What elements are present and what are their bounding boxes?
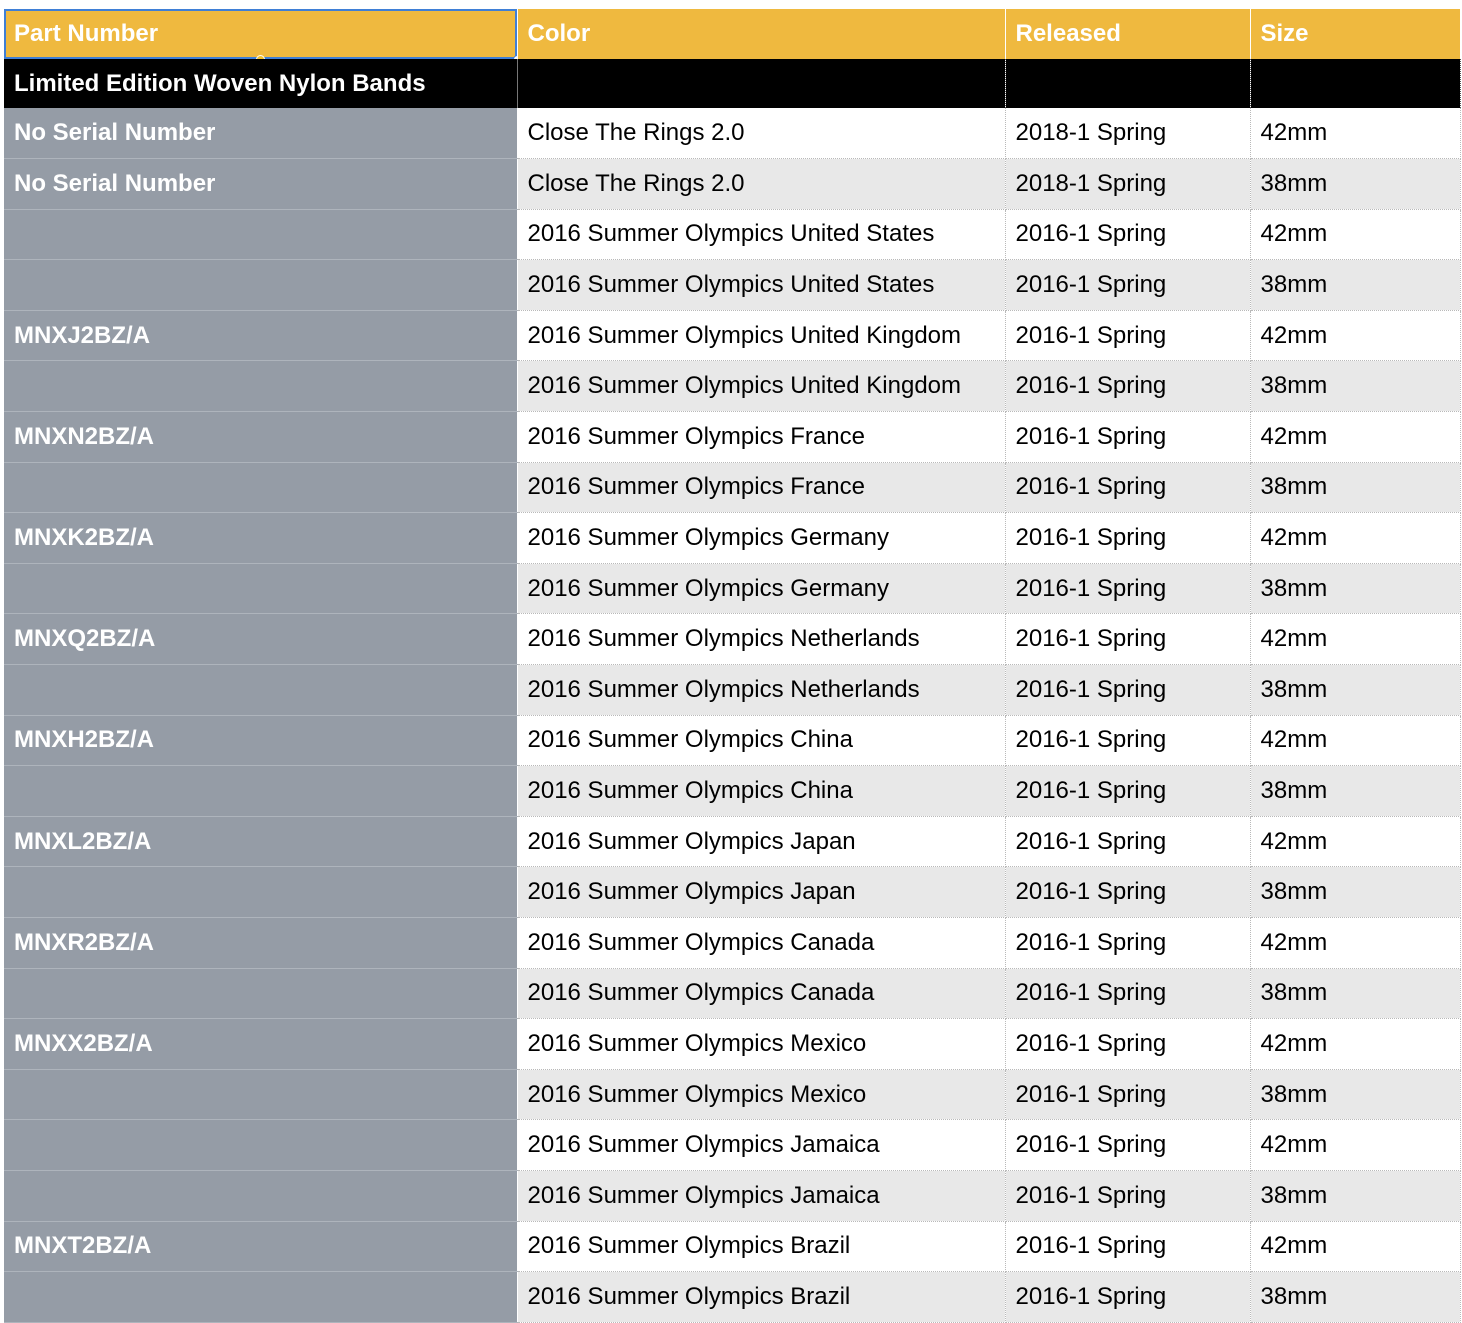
- part-number-cell[interactable]: [4, 563, 517, 614]
- color-cell[interactable]: 2016 Summer Olympics Netherlands: [517, 665, 1005, 716]
- table-row: [4, 1221, 1460, 1272]
- released-cell[interactable]: 2016-1 Spring: [1005, 1019, 1250, 1070]
- table-row: [4, 968, 1460, 1019]
- size-cell[interactable]: 38mm: [1250, 968, 1460, 1019]
- part-number-cell[interactable]: No Serial Number: [4, 159, 517, 210]
- released-cell[interactable]: 2016-1 Spring: [1005, 715, 1250, 766]
- size-cell[interactable]: 42mm: [1250, 412, 1460, 463]
- released-cell[interactable]: 2016-1 Spring: [1005, 412, 1250, 463]
- released-cell[interactable]: 2016-1 Spring: [1005, 1272, 1250, 1323]
- table-row: [4, 563, 1460, 614]
- table-row: [4, 918, 1460, 969]
- table-row: [4, 260, 1460, 311]
- color-cell[interactable]: 2016 Summer Olympics Brazil: [517, 1221, 1005, 1272]
- size-cell[interactable]: 42mm: [1250, 1221, 1460, 1272]
- released-cell[interactable]: 2016-1 Spring: [1005, 665, 1250, 716]
- size-cell[interactable]: 38mm: [1250, 1272, 1460, 1323]
- released-cell[interactable]: 2016-1 Spring: [1005, 260, 1250, 311]
- size-cell[interactable]: 42mm: [1250, 715, 1460, 766]
- part-number-cell[interactable]: MNXT2BZ/A: [4, 1221, 517, 1272]
- table-row: [4, 361, 1460, 412]
- header-row-group: [4, 9, 1460, 59]
- color-cell[interactable]: 2016 Summer Olympics Jamaica: [517, 1170, 1005, 1221]
- size-cell[interactable]: 42mm: [1250, 513, 1460, 564]
- color-cell[interactable]: 2016 Summer Olympics China: [517, 715, 1005, 766]
- color-cell[interactable]: 2016 Summer Olympics Germany: [517, 513, 1005, 564]
- part-number-cell[interactable]: MNXJ2BZ/A: [4, 310, 517, 361]
- cell-resize-handle[interactable]: [256, 55, 265, 59]
- table-row: [4, 816, 1460, 867]
- part-number-cell[interactable]: [4, 260, 517, 311]
- header-label-released: Released: [1015, 20, 1121, 47]
- part-number-cell[interactable]: [4, 1272, 517, 1323]
- size-cell[interactable]: 38mm: [1250, 1069, 1460, 1120]
- size-cell[interactable]: 42mm: [1250, 310, 1460, 361]
- size-cell[interactable]: 38mm: [1250, 159, 1460, 210]
- released-cell[interactable]: 2016-1 Spring: [1005, 867, 1250, 918]
- released-cell[interactable]: 2016-1 Spring: [1005, 361, 1250, 412]
- part-number-cell[interactable]: [4, 665, 517, 716]
- released-cell[interactable]: 2016-1 Spring: [1005, 1069, 1250, 1120]
- released-cell[interactable]: 2016-1 Spring: [1005, 1170, 1250, 1221]
- part-number-cell[interactable]: MNXH2BZ/A: [4, 715, 517, 766]
- color-cell[interactable]: 2016 Summer Olympics France: [517, 462, 1005, 513]
- part-number-cell[interactable]: MNXR2BZ/A: [4, 918, 517, 969]
- color-cell[interactable]: 2016 Summer Olympics United Kingdom: [517, 310, 1005, 361]
- part-number-cell[interactable]: MNXX2BZ/A: [4, 1019, 517, 1070]
- size-cell[interactable]: 38mm: [1250, 361, 1460, 412]
- released-cell[interactable]: 2016-1 Spring: [1005, 614, 1250, 665]
- group-row: [4, 59, 1460, 108]
- color-cell[interactable]: 2016 Summer Olympics Japan: [517, 816, 1005, 867]
- color-cell[interactable]: 2016 Summer Olympics France: [517, 412, 1005, 463]
- table-row: [4, 1170, 1460, 1221]
- table-row: [4, 513, 1460, 564]
- size-cell[interactable]: 38mm: [1250, 563, 1460, 614]
- released-cell[interactable]: 2016-1 Spring: [1005, 513, 1250, 564]
- color-cell[interactable]: Close The Rings 2.0: [517, 159, 1005, 210]
- part-number-cell[interactable]: MNXK2BZ/A: [4, 513, 517, 564]
- table-row: [4, 462, 1460, 513]
- color-cell[interactable]: 2016 Summer Olympics Canada: [517, 918, 1005, 969]
- header-label-size: Size: [1260, 20, 1309, 47]
- table-row: [4, 867, 1460, 918]
- group-label-cell[interactable]: Limited Edition Woven Nylon Bands: [4, 59, 517, 108]
- color-cell[interactable]: 2016 Summer Olympics United States: [517, 209, 1005, 260]
- table-row: [4, 159, 1460, 210]
- part-number-cell[interactable]: [4, 209, 517, 260]
- released-cell[interactable]: 2016-1 Spring: [1005, 968, 1250, 1019]
- table-row: [4, 1272, 1460, 1323]
- released-cell[interactable]: 2018-1 Spring: [1005, 108, 1250, 159]
- released-cell[interactable]: 2016-1 Spring: [1005, 1120, 1250, 1171]
- released-cell[interactable]: 2016-1 Spring: [1005, 918, 1250, 969]
- size-cell[interactable]: 38mm: [1250, 1170, 1460, 1221]
- table-row: [4, 412, 1460, 463]
- group-empty-cell[interactable]: [517, 59, 1005, 108]
- part-number-cell[interactable]: [4, 361, 517, 412]
- part-number-cell[interactable]: [4, 462, 517, 513]
- released-cell[interactable]: 2016-1 Spring: [1005, 563, 1250, 614]
- part-number-cell[interactable]: [4, 1170, 517, 1221]
- part-number-cell[interactable]: [4, 1120, 517, 1171]
- group-empty-cell[interactable]: [1005, 59, 1250, 108]
- selection-corner-handle[interactable]: [513, 55, 518, 59]
- color-cell[interactable]: Close The Rings 2.0: [517, 108, 1005, 159]
- table-row: [4, 1069, 1460, 1120]
- bands-table: [4, 9, 1461, 1323]
- color-cell[interactable]: 2016 Summer Olympics China: [517, 766, 1005, 817]
- table-row: [4, 614, 1460, 665]
- size-cell[interactable]: 38mm: [1250, 766, 1460, 817]
- spreadsheet-table-container: [4, 9, 1460, 1323]
- size-cell[interactable]: 38mm: [1250, 665, 1460, 716]
- part-number-cell[interactable]: MNXQ2BZ/A: [4, 614, 517, 665]
- header-cell-part-number[interactable]: [4, 9, 517, 59]
- size-cell[interactable]: 38mm: [1250, 867, 1460, 918]
- color-cell[interactable]: 2016 Summer Olympics Jamaica: [517, 1120, 1005, 1171]
- table-row: [4, 665, 1460, 716]
- color-cell[interactable]: 2016 Summer Olympics Canada: [517, 968, 1005, 1019]
- part-number-cell[interactable]: [4, 867, 517, 918]
- size-cell[interactable]: 42mm: [1250, 614, 1460, 665]
- header-row: [4, 9, 1460, 59]
- part-number-cell[interactable]: MNXN2BZ/A: [4, 412, 517, 463]
- size-cell[interactable]: 38mm: [1250, 462, 1460, 513]
- table-row: [4, 715, 1460, 766]
- table-row: [4, 310, 1460, 361]
- part-number-cell[interactable]: [4, 766, 517, 817]
- part-number-cell[interactable]: No Serial Number: [4, 108, 517, 159]
- group-empty-cell[interactable]: [1250, 59, 1460, 108]
- part-number-cell[interactable]: [4, 968, 517, 1019]
- released-cell[interactable]: 2016-1 Spring: [1005, 462, 1250, 513]
- color-cell[interactable]: 2016 Summer Olympics Mexico: [517, 1019, 1005, 1070]
- color-cell[interactable]: 2016 Summer Olympics United States: [517, 260, 1005, 311]
- color-cell[interactable]: 2016 Summer Olympics Germany: [517, 563, 1005, 614]
- color-cell[interactable]: 2016 Summer Olympics United Kingdom: [517, 361, 1005, 412]
- table-row: [4, 1019, 1460, 1070]
- released-cell[interactable]: 2016-1 Spring: [1005, 1221, 1250, 1272]
- size-cell[interactable]: 42mm: [1250, 816, 1460, 867]
- released-cell[interactable]: 2016-1 Spring: [1005, 209, 1250, 260]
- table-row: [4, 209, 1460, 260]
- header-label-color: Color: [527, 20, 591, 47]
- size-cell[interactable]: 42mm: [1250, 108, 1460, 159]
- size-cell[interactable]: 42mm: [1250, 209, 1460, 260]
- part-number-cell[interactable]: [4, 1069, 517, 1120]
- header-label-part-number: Part Number: [14, 20, 159, 47]
- size-cell[interactable]: 42mm: [1250, 1120, 1460, 1171]
- size-cell[interactable]: 38mm: [1250, 260, 1460, 311]
- color-cell[interactable]: 2016 Summer Olympics Mexico: [517, 1069, 1005, 1120]
- table-row: [4, 108, 1460, 159]
- table-row: [4, 766, 1460, 817]
- header-cell-size[interactable]: [1250, 9, 1460, 59]
- part-number-cell[interactable]: MNXL2BZ/A: [4, 816, 517, 867]
- table-row: [4, 1120, 1460, 1171]
- released-cell[interactable]: 2016-1 Spring: [1005, 816, 1250, 867]
- header-cell-released[interactable]: [1005, 9, 1250, 59]
- table-body: [4, 59, 1460, 1322]
- header-cell-color[interactable]: [517, 9, 1005, 59]
- released-cell[interactable]: 2016-1 Spring: [1005, 766, 1250, 817]
- released-cell[interactable]: 2018-1 Spring: [1005, 159, 1250, 210]
- size-cell[interactable]: 42mm: [1250, 918, 1460, 969]
- color-cell[interactable]: 2016 Summer Olympics Netherlands: [517, 614, 1005, 665]
- color-cell[interactable]: 2016 Summer Olympics Japan: [517, 867, 1005, 918]
- released-cell[interactable]: 2016-1 Spring: [1005, 310, 1250, 361]
- size-cell[interactable]: 42mm: [1250, 1019, 1460, 1070]
- color-cell[interactable]: 2016 Summer Olympics Brazil: [517, 1272, 1005, 1323]
